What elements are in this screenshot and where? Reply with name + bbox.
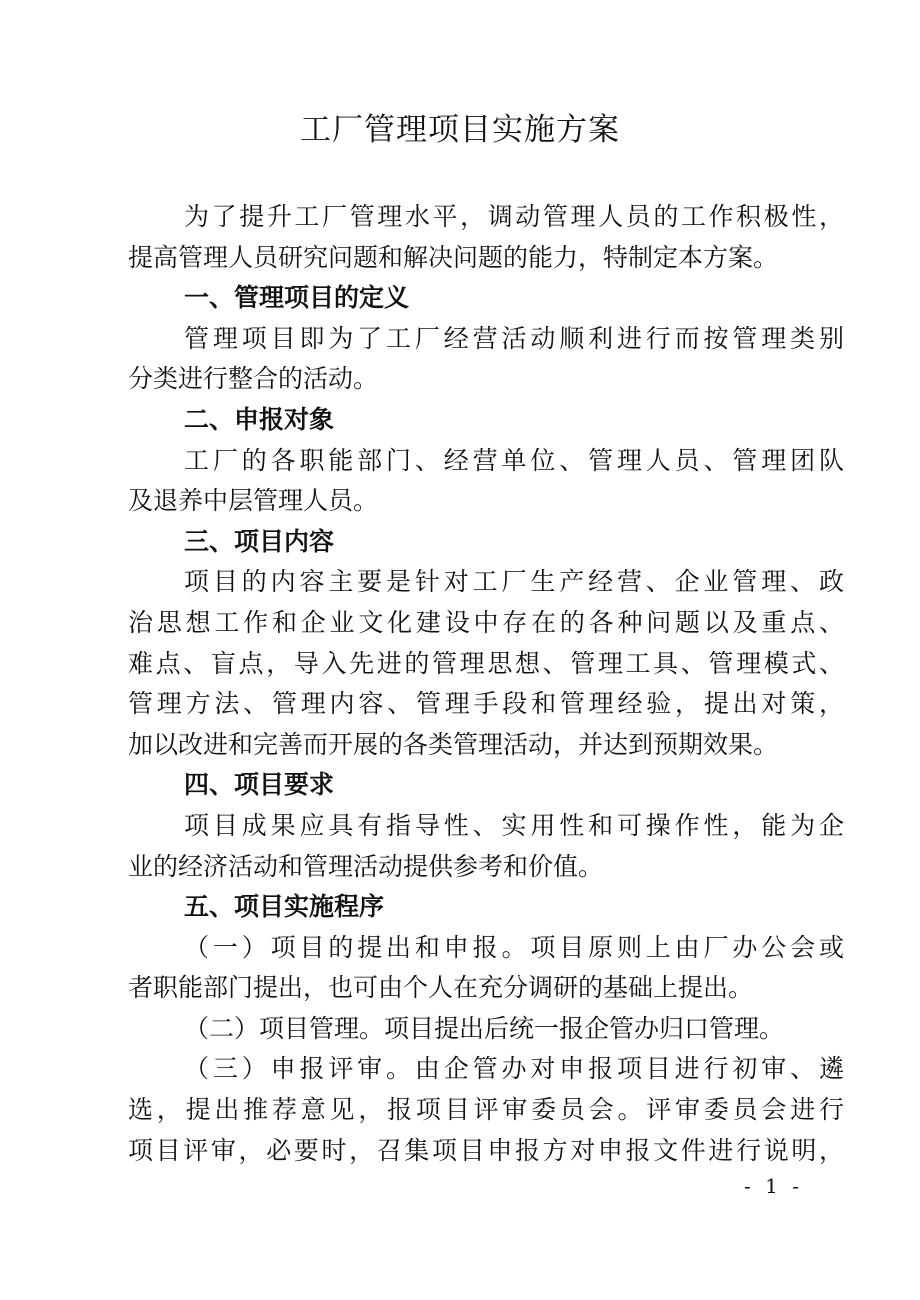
- section-heading-2: 二、申报对象: [184, 404, 335, 434]
- section-2-line: 工厂的各职能部门、经营单位、管理人员、管理团队: [184, 445, 844, 475]
- section-1-line: 分类进行整合的活动。: [128, 364, 379, 394]
- section-5-line: 者职能部门提出，也可由个人在充分调研的基础上提出。: [128, 973, 754, 1003]
- section-heading-5: 五、项目实施程序: [184, 892, 385, 922]
- section-heading-1: 一、管理项目的定义: [184, 283, 410, 313]
- section-3-line: 治思想工作和企业文化建设中存在的各种问题以及重点、: [128, 607, 844, 637]
- intro-line: 提高管理人员研究问题和解决问题的能力，特制定本方案。: [128, 242, 779, 272]
- intro-line: 为了提升工厂管理水平，调动管理人员的工作积极性，: [184, 202, 844, 231]
- section-3-line: 管理方法、管理内容、管理手段和管理经验，提出对策，: [128, 689, 844, 719]
- section-5-line: （一）项目的提出和申报。项目原则上由厂办公会或: [184, 932, 844, 962]
- page-number: - 1 -: [744, 1174, 803, 1198]
- section-4-line: 项目成果应具有指导性、实用性和可操作性，能为企: [184, 810, 844, 840]
- section-5-line: （二）项目管理。项目提出后统一报企管办归口管理。: [184, 1013, 785, 1043]
- section-5-line: 选，提出推荐意见，报项目评审委员会。评审委员会进行: [128, 1095, 844, 1125]
- section-3-line: 项目的内容主要是针对工厂生产经营、企业管理、政: [184, 567, 844, 597]
- section-5-line: 项目评审，必要时，召集项目申报方对申报文件进行说明，: [128, 1135, 844, 1165]
- section-2-line: 及退养中层管理人员。: [128, 486, 379, 516]
- section-heading-4: 四、项目要求: [184, 770, 335, 800]
- section-3-line: 加以改进和完善而开展的各类管理活动，并达到预期效果。: [128, 729, 779, 759]
- section-1-line: 管理项目即为了工厂经营活动顺利进行而按管理类别: [184, 323, 844, 353]
- section-3-line: 难点、盲点，导入先进的管理思想、管理工具、管理模式、: [128, 648, 844, 678]
- section-heading-3: 三、项目内容: [184, 526, 335, 556]
- document-title: 工厂管理项目实施方案: [300, 112, 620, 148]
- section-4-line: 业的经济活动和管理活动提供参考和价值。: [128, 851, 604, 881]
- document-body: [128, 197, 844, 1171]
- section-5-line: （三）申报评审。由企管办对申报项目进行初审、遴: [184, 1054, 844, 1084]
